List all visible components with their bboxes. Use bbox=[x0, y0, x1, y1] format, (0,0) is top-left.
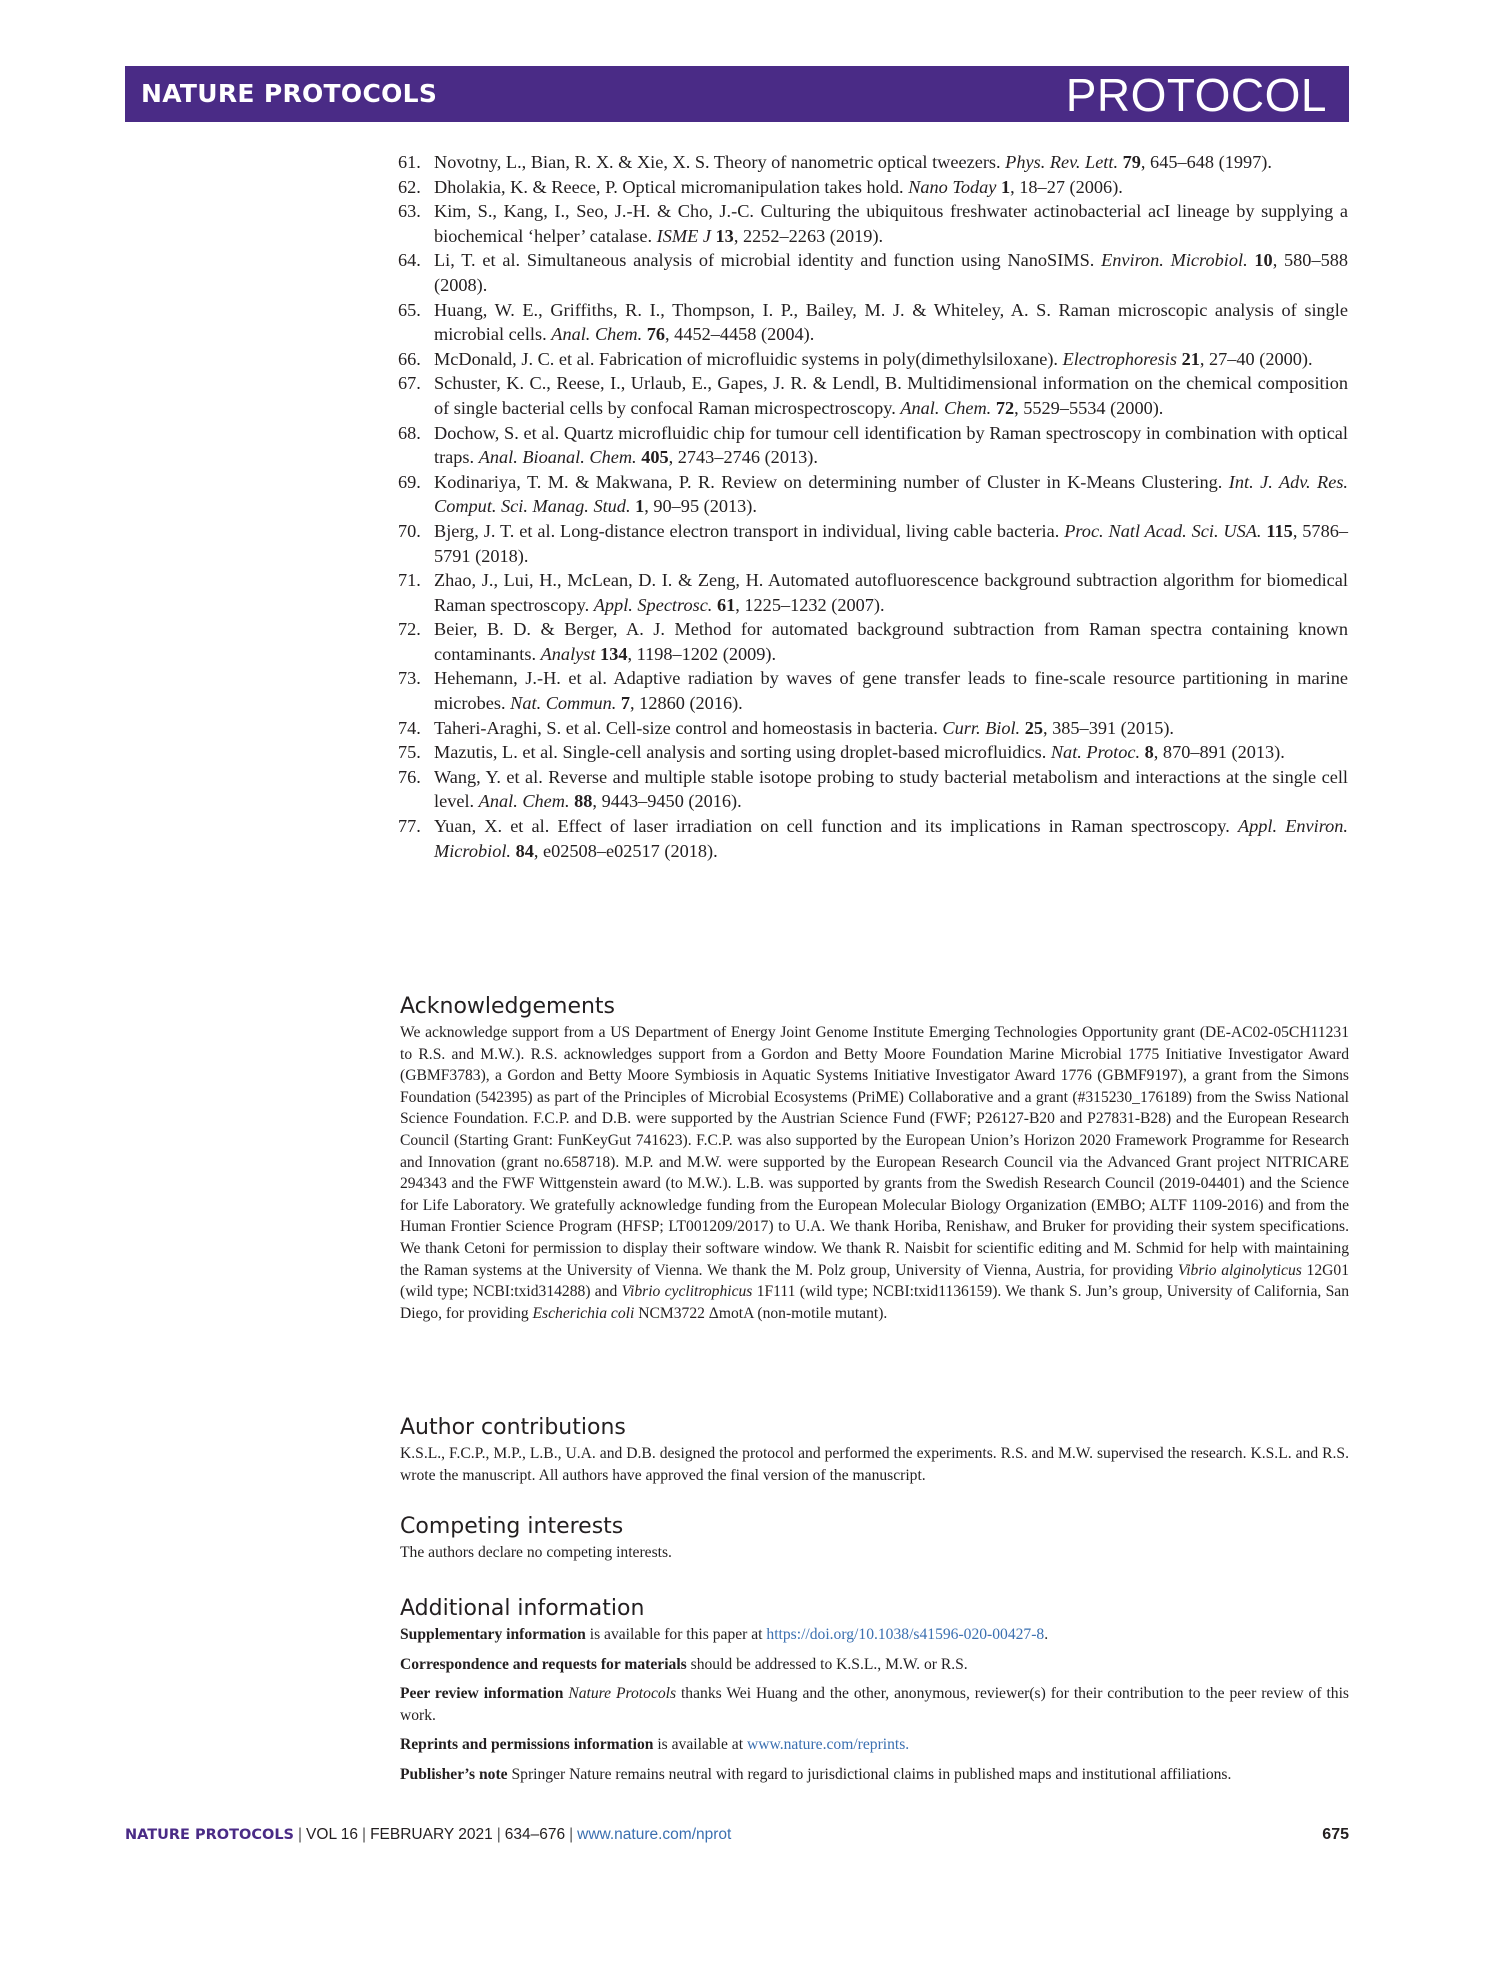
reference-pages: , 1198–1202 (2009). bbox=[627, 643, 777, 664]
acknowledgements-section bbox=[400, 992, 1349, 1324]
correspondence-info: Correspondence and requests for materials should be addressed to K.S.L., M.W. or R.S. bbox=[400, 1655, 968, 1673]
competing-interests-section bbox=[400, 1512, 1349, 1564]
reference-number: 75. bbox=[398, 742, 421, 763]
reference-text: Wang, Y. et al. Reverse and multiple stable isotope probing to study bacterial metabolism and interactions at the single cell level. bbox=[434, 766, 1348, 812]
reprints-link[interactable]: www.nature.com/reprints. bbox=[746, 1736, 910, 1754]
reference-volume: 79 bbox=[1122, 152, 1141, 172]
reference-pages: , 580–588 (2008). bbox=[434, 250, 1349, 295]
species-name: Vibrio cyclitrophicus bbox=[621, 1283, 753, 1301]
reference-pages: , 2743–2746 (2013). bbox=[668, 447, 818, 468]
reference-text: Schuster, K. C., Reese, I., Urlaub, E., Gapes, J. R. & Lendl, B. Multidimensional information on the chemical composition of single bacterial cells by confocal Raman microspectroscopy. bbox=[434, 373, 1348, 418]
reference-volume: 7 bbox=[620, 693, 631, 714]
reference-number: 61. bbox=[398, 152, 421, 172]
reference-pages: , 27–40 (2000). bbox=[1199, 348, 1313, 369]
reference-item bbox=[398, 740, 1348, 765]
reference-pages: , 2252–2263 (2019). bbox=[733, 225, 884, 246]
reference-journal: Nano Today bbox=[908, 176, 997, 197]
reference-item bbox=[398, 617, 1348, 666]
reference-volume: 25 bbox=[1024, 717, 1043, 738]
competing-interests-text: The authors declare no competing interests. bbox=[400, 1544, 672, 1561]
reference-item bbox=[398, 150, 1348, 175]
footer-url[interactable]: www.nature.com/nprot bbox=[577, 1826, 732, 1843]
reference-item bbox=[398, 716, 1348, 741]
reference-number: 66. bbox=[398, 348, 421, 369]
reference-number: 64. bbox=[398, 250, 421, 271]
reference-text: Kim, S., Kang, I., Seo, J.-H. & Cho, J.-C. Culturing the ubiquitous freshwater actinobacterial acI lineage by supplying a biochemical ‘helper’ catalase. bbox=[434, 201, 1348, 246]
supplementary-info: Supplementary information is available for this paper at https://doi.org/10.1038/s41596-020-00427-8. bbox=[400, 1626, 1049, 1643]
reference-journal: Nat. Commun. bbox=[510, 693, 617, 714]
additional-information-heading: Additional information bbox=[400, 1596, 645, 1621]
reference-volume: 1 bbox=[635, 496, 645, 517]
competing-interests-heading: Competing interests bbox=[400, 1514, 624, 1539]
reference-number: 73. bbox=[398, 668, 421, 689]
footer-journal: NATURE PROTOCOLS bbox=[125, 1827, 295, 1843]
reference-list bbox=[398, 150, 1348, 863]
reference-volume: 1 bbox=[1000, 176, 1011, 197]
reference-text: Zhao, J., Lui, H., McLean, D. I. & Zeng, H. Automated autofluorescence background subtraction algorithm for biomedical Raman spectroscopy. bbox=[434, 570, 1348, 615]
reference-pages: , 9443–9450 (2016). bbox=[592, 791, 742, 812]
reference-journal: Proc. Natl Acad. Sci. USA. bbox=[1064, 520, 1262, 541]
reference-item bbox=[398, 248, 1348, 297]
reprints-info: Reprints and permissions information is available at www.nature.com/reprints. bbox=[400, 1736, 910, 1754]
reference-number: 74. bbox=[398, 717, 421, 738]
reference-item bbox=[398, 765, 1348, 814]
reference-item bbox=[398, 519, 1348, 568]
footer-date: FEBRUARY 2021 bbox=[370, 1826, 493, 1843]
reference-item bbox=[398, 347, 1348, 372]
reference-journal: Environ. Microbiol. bbox=[1101, 250, 1248, 271]
author-contributions-text: K.S.L., F.C.P., M.P., L.B., U.A. and D.B. designed the protocol and performed the experiments. R.S. and M.W. supervised the research. K.S.L. and R.S. wrote the manuscript. All authors have approved the final version of the manuscript. bbox=[400, 1445, 1349, 1484]
reference-volume: 72 bbox=[995, 397, 1015, 418]
footer: NATURE PROTOCOLS | VOL 16 | FEBRUARY 2021 | 634–676 | www.nature.com/nprot 675 bbox=[125, 1826, 1349, 1843]
doi-link[interactable]: https://doi.org/10.1038/s41596-020-00427-8 bbox=[766, 1626, 1045, 1643]
reference-journal: Appl. Environ. Microbiol. bbox=[434, 816, 1348, 861]
journal-name: NATURE PROTOCOLS bbox=[141, 79, 438, 108]
reference-journal: Anal. Chem. bbox=[551, 324, 643, 345]
reference-volume: 61 bbox=[716, 594, 736, 615]
author-contributions-heading: Author contributions bbox=[400, 1415, 626, 1440]
reference-pages: , e02508–e02517 (2018). bbox=[533, 840, 718, 861]
species-name: Escherichia coli bbox=[532, 1304, 635, 1322]
footer-volume: VOL 16 bbox=[306, 1826, 359, 1843]
reference-pages: , 5786–5791 (2018). bbox=[434, 520, 1348, 566]
reference-text: Novotny, L., Bian, R. X. & Xie, X. S. Theory of nanometric optical tweezers. bbox=[434, 152, 1006, 172]
reference-text: Li, T. et al. Simultaneous analysis of microbial identity and function using NanoSIMS. bbox=[434, 250, 1102, 271]
reference-volume: 88 bbox=[574, 791, 593, 812]
reference-pages: , 5529–5534 (2000). bbox=[1014, 397, 1164, 418]
reference-journal: Electrophoresis bbox=[1062, 348, 1177, 369]
reference-item bbox=[398, 666, 1348, 715]
header-bar bbox=[125, 66, 1349, 122]
reference-item bbox=[398, 298, 1348, 347]
reference-pages: , 385–391 (2015). bbox=[1042, 717, 1174, 738]
reference-text: McDonald, J. C. et al. Fabrication of microfluidic systems in poly(dimethylsiloxane). bbox=[434, 348, 1063, 369]
reference-journal: Analyst bbox=[540, 643, 596, 664]
page-number: 675 bbox=[1322, 1826, 1349, 1843]
additional-information-section bbox=[400, 1594, 1349, 1786]
reference-text: Kodinariya, T. M. & Makwana, P. R. Review on determining number of Cluster in K-Means Clustering. bbox=[434, 471, 1229, 492]
reference-journal: Anal. Bioanal. Chem. bbox=[478, 447, 637, 468]
reference-volume: 134 bbox=[600, 643, 628, 664]
reference-pages: , 18–27 (2006). bbox=[1010, 176, 1123, 197]
reference-item bbox=[398, 199, 1348, 248]
reference-text: Taheri-Araghi, S. et al. Cell-size control and homeostasis in bacteria. bbox=[434, 717, 943, 738]
reference-volume: 115 bbox=[1266, 520, 1293, 541]
reference-number: 67. bbox=[398, 373, 421, 394]
reference-number: 62. bbox=[398, 176, 421, 197]
reference-text: Bjerg, J. T. et al. Long-distance electron transport in individual, living cable bacteria. bbox=[434, 520, 1065, 541]
reference-pages: , 4452–4458 (2004). bbox=[665, 324, 815, 345]
reference-journal: Int. J. Adv. Res. Comput. Sci. Manag. Stud. bbox=[434, 471, 1349, 517]
article-type: PROTOCOL bbox=[1065, 69, 1327, 121]
author-contributions-section bbox=[400, 1413, 1349, 1486]
reference-item bbox=[398, 175, 1348, 200]
reference-item bbox=[398, 568, 1348, 617]
reference-number: 76. bbox=[398, 766, 421, 787]
reference-journal: ISME J bbox=[656, 225, 711, 246]
reference-item bbox=[398, 371, 1348, 420]
reference-item bbox=[398, 421, 1348, 470]
reference-volume: 84 bbox=[515, 840, 534, 861]
reference-journal: Appl. Spectrosc. bbox=[593, 594, 713, 615]
publisher-note: Publisher’s note Springer Nature remains neutral with regard to jurisdictional claims in published maps and institutional affiliations. bbox=[400, 1765, 1232, 1783]
acknowledgements-text: We acknowledge support from a US Department of Energy Joint Genome Institute Emerging Technologies Opportunity grant (DE-AC02-05CH11231 to R.S. and M.W.). R.S. acknowledges support from a Gordon and Betty Moore Foundation Marine Microbial 1775 Initiative Investigator Award (GBMF3783), a Gordon and Betty Moore Symbiosis in Aquatic Systems Initiative Investigator Award 1776 (GBMF9197), a grant from the Simons Foundation (542395) as part of the Principles of Microbial Ecosystems (PriME) Collaborative and a grant (#315230_176189) from the Swiss National Science Foundation. F.C.P. and D.B. were supported by the Austrian Science Fund (FWF; P26127-B20 and P27831-B28) and the European Research Council (Starting Grant: FunKeyGut 741623). F.C.P. was also supported by the European Union’s Horizon 2020 Framework Programme for Research and Innovation (grant no.658718). M.P. and M.W. were supported by the European Research Council via the Advanced Grant project NITRICARE 294343 and the FWF Wittgenstein award (to M.W.). L.B. was supported by grants from the Swedish Research Council (2019-04401) and the Science for Life Laboratory. We gratefully acknowledge funding from the European Molecular Biology Organization (EMBO; ALTF 1109-2016) and from the Human Frontier Science Program (HFSP; LT001209/2017) to U.A. We thank Horiba, Renishaw, and Bruker for providing their system specifications. We thank Cetoni for permission to display their software window. We thank R. Naisbit for scientific editing and M. Schmid for help with maintaining the Raman systems at the University of Vienna. We thank the M. Polz group, University of Vienna, Austria, for providing Vibrio alginolyticus 12G01 (wild type; NCBI:txid314288) and Vibrio cyclitrophicus 1F111 (wild type; NCBI:txid1136159). We thank S. Jun’s group, University of California, San Diego, for providing Escherichia coli NCM3722 ΔmotA (non-motile mutant). bbox=[400, 1024, 1349, 1322]
reference-volume: 405 bbox=[641, 447, 669, 468]
acknowledgements-heading: Acknowledgements bbox=[400, 994, 616, 1019]
reference-pages: , 870–891 (2013). bbox=[1153, 742, 1285, 763]
reference-pages: , 90–95 (2013). bbox=[644, 496, 757, 517]
reference-item bbox=[398, 470, 1348, 519]
reference-volume: 10 bbox=[1254, 250, 1273, 271]
reference-text: Yuan, X. et al. Effect of laser irradiation on cell function and its implications in Raman spectroscopy. bbox=[434, 816, 1238, 837]
reference-number: 69. bbox=[398, 471, 421, 492]
species-name: Vibrio alginolyticus bbox=[1177, 1261, 1302, 1279]
reference-text: Beier, B. D. & Berger, A. J. Method for automated background subtraction from Raman spectra containing known contaminants. bbox=[434, 619, 1348, 664]
reference-number: 70. bbox=[398, 520, 421, 541]
reference-volume: 13 bbox=[715, 225, 734, 246]
reference-number: 68. bbox=[398, 422, 421, 443]
reference-journal: Anal. Chem. bbox=[900, 397, 992, 418]
reference-text: Dochow, S. et al. Quartz microfluidic chip for tumour cell identification by Raman spectroscopy in combination with optical traps. bbox=[434, 422, 1348, 468]
peer-review-info: Peer review information Nature Protocols thanks Wei Huang and the other, anonymous, reviewer(s) for their contribution to the peer review of this work. bbox=[400, 1685, 1349, 1724]
reference-pages: , 645–648 (1997). bbox=[1140, 152, 1272, 172]
reference-volume: 76 bbox=[646, 324, 666, 345]
reference-pages: , 1225–1232 (2007). bbox=[735, 594, 885, 615]
reference-text: Hehemann, J.-H. et al. Adaptive radiation by waves of gene transfer leads to fine-scale resource partitioning in marine microbes. bbox=[434, 668, 1348, 714]
reference-number: 63. bbox=[398, 201, 421, 222]
reference-number: 77. bbox=[398, 816, 421, 837]
reference-journal: Curr. Biol. bbox=[942, 717, 1021, 738]
reference-text: Dholakia, K. & Reece, P. Optical micromanipulation takes hold. bbox=[434, 176, 909, 197]
reference-number: 65. bbox=[398, 299, 421, 320]
footer-pages: 634–676 bbox=[504, 1826, 566, 1843]
reference-pages: , 12860 (2016). bbox=[630, 693, 743, 714]
reference-number: 71. bbox=[398, 570, 421, 591]
reference-volume: 21 bbox=[1181, 348, 1200, 369]
reference-journal: Anal. Chem. bbox=[478, 791, 570, 812]
reference-text: Mazutis, L. et al. Single-cell analysis and sorting using droplet-based microfluidics. bbox=[434, 742, 1051, 763]
reference-number: 72. bbox=[398, 619, 421, 640]
reference-text: Huang, W. E., Griffiths, R. I., Thompson, I. P., Bailey, M. J. & Whiteley, A. S. Raman microscopic analysis of single microbial cells. bbox=[434, 299, 1348, 345]
reference-journal: Phys. Rev. Lett. bbox=[1005, 152, 1119, 172]
reference-journal: Nat. Protoc. bbox=[1050, 742, 1141, 763]
reference-volume: 8 bbox=[1144, 742, 1154, 763]
reference-item bbox=[398, 814, 1348, 863]
